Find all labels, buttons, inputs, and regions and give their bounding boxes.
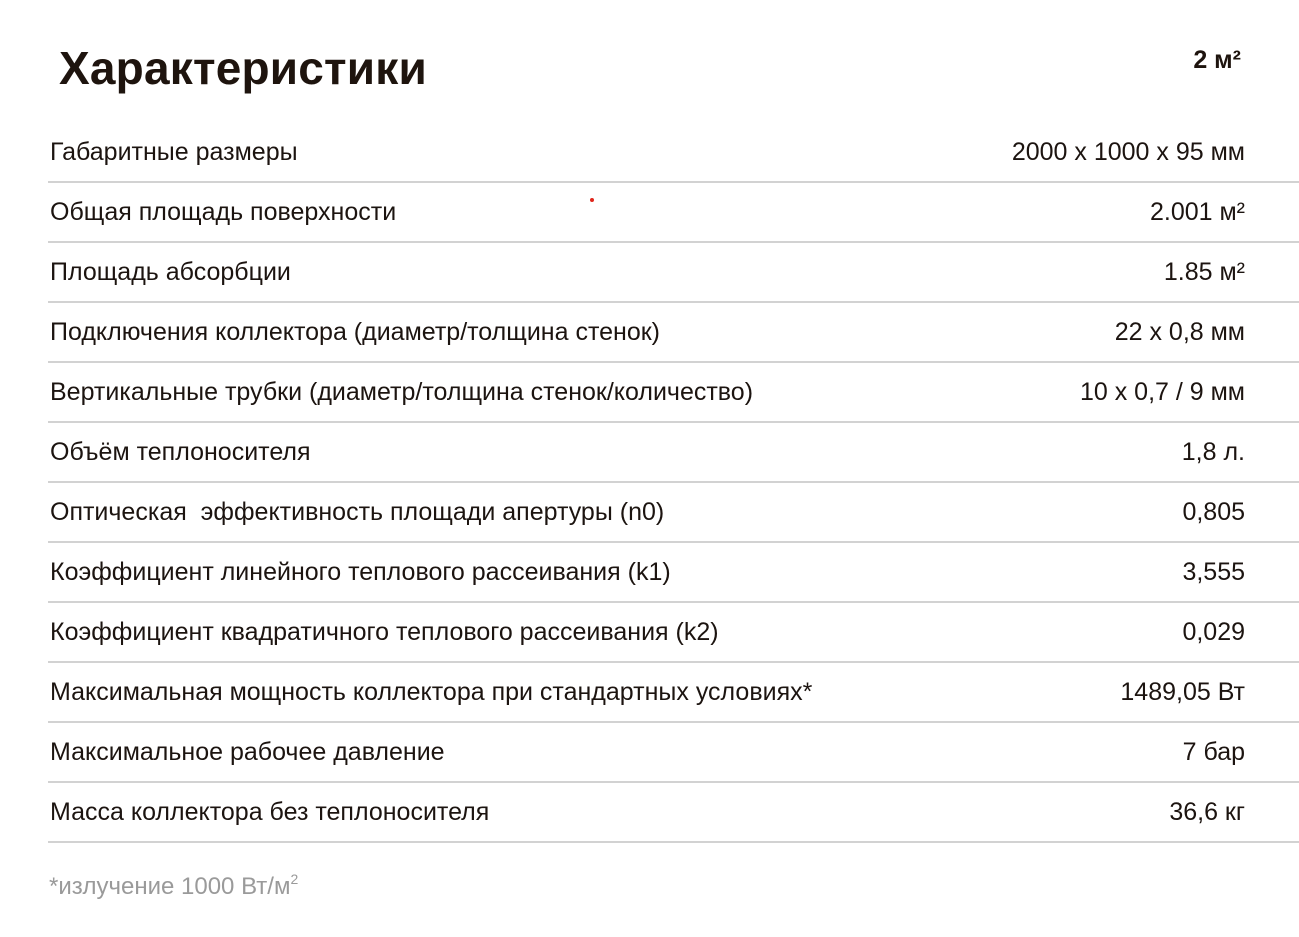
size-label: 2 м² bbox=[1193, 46, 1241, 74]
spec-row-optical-efficiency bbox=[48, 483, 1299, 543]
footnote-text: *излучение 1000 Вт/м bbox=[49, 873, 291, 900]
footnote bbox=[49, 864, 298, 902]
spec-value: 22 x 0,8 мм bbox=[1114, 318, 1245, 346]
spec-label: Коэффициент линейного теплового рассеивания (k1) bbox=[50, 558, 671, 586]
spec-row-k1 bbox=[48, 543, 1299, 603]
spec-value: 0,805 bbox=[1182, 498, 1245, 526]
spec-label: Общая площадь поверхности bbox=[50, 198, 397, 226]
spec-value: 1489,05 Вт bbox=[1120, 678, 1245, 706]
spec-value: 7 бар bbox=[1182, 738, 1245, 766]
spec-value: 2.001 м² bbox=[1149, 198, 1245, 226]
spec-row-fluid-volume bbox=[48, 423, 1299, 483]
spec-value: 10 x 0,7 / 9 мм bbox=[1079, 378, 1245, 406]
spec-label: Максимальное рабочее давление bbox=[50, 738, 445, 766]
spec-row-max-pressure bbox=[48, 723, 1299, 783]
spec-label: Объём теплоносителя bbox=[50, 438, 311, 466]
spec-row-absorption-area bbox=[48, 243, 1299, 303]
spec-row-vertical-tubes bbox=[48, 363, 1299, 423]
spec-label: Коэффициент квадратичного теплового рассеивания (k2) bbox=[50, 618, 719, 646]
spec-row-connections bbox=[48, 303, 1299, 363]
spec-label: Вертикальные трубки (диаметр/толщина стенок/количество) bbox=[50, 378, 754, 406]
spec-label: Подключения коллектора (диаметр/толщина стенок) bbox=[50, 318, 660, 346]
spec-value: 36,6 кг bbox=[1169, 798, 1245, 826]
spec-row-mass bbox=[48, 783, 1299, 843]
page-title: Характеристики bbox=[59, 42, 427, 94]
spec-label: Максимальная мощность коллектора при стандартных условиях* bbox=[50, 678, 813, 706]
spec-value: 1,8 л. bbox=[1181, 438, 1245, 466]
specs-table bbox=[48, 123, 1299, 843]
spec-value: 3,555 bbox=[1182, 558, 1245, 586]
spec-value: 1.85 м² bbox=[1163, 258, 1245, 286]
spec-label: Площадь абсорбции bbox=[50, 258, 291, 286]
spec-row-k2 bbox=[48, 603, 1299, 663]
spec-row-surface-area bbox=[48, 183, 1299, 243]
spec-row-max-power bbox=[48, 663, 1299, 723]
footnote-superscript: 2 bbox=[290, 871, 299, 887]
spec-row-dimensions bbox=[48, 123, 1299, 183]
red-dot-marker bbox=[590, 198, 594, 202]
spec-label: Оптическая эффективность площади апертуры (n0) bbox=[50, 498, 665, 526]
spec-label: Габаритные размеры bbox=[50, 138, 298, 166]
spec-label: Масса коллектора без теплоносителя bbox=[50, 798, 490, 826]
spec-value: 2000 x 1000 x 95 мм bbox=[1011, 138, 1245, 166]
spec-value: 0,029 bbox=[1182, 618, 1245, 646]
